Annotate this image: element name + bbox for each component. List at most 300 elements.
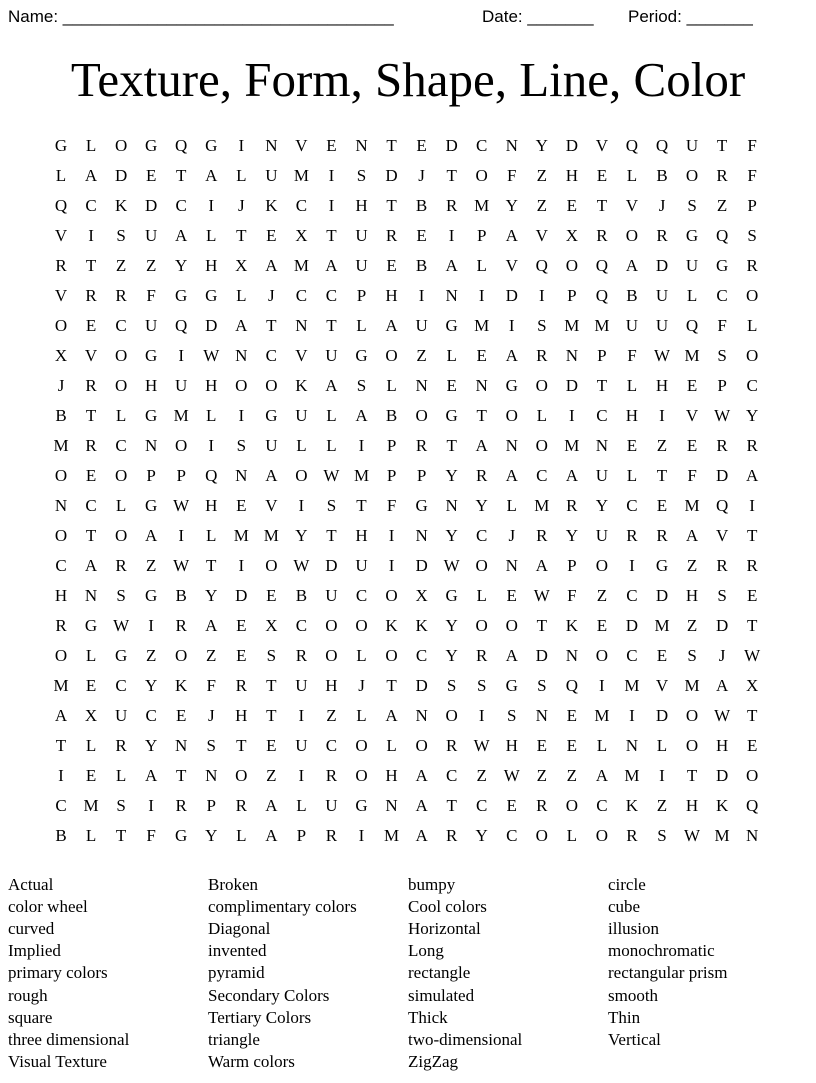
- grid-letter: C: [115, 436, 127, 455]
- grid-letter: D: [114, 166, 128, 185]
- grid-letter: K: [625, 796, 639, 815]
- grid-letter: L: [326, 406, 337, 425]
- grid-letter: R: [55, 256, 67, 275]
- grid-letter: A: [535, 556, 548, 575]
- grid-letter: L: [356, 646, 367, 665]
- grid-letter: Z: [536, 166, 547, 185]
- grid-letter: W: [744, 646, 761, 665]
- grid-letter: Y: [145, 736, 158, 755]
- grid-letter: F: [507, 166, 517, 185]
- grid-letter: T: [326, 226, 337, 245]
- grid-letter: G: [445, 586, 458, 605]
- grid-letter: L: [626, 166, 638, 185]
- grid-letter: G: [84, 616, 98, 635]
- grid-letter: C: [175, 196, 187, 215]
- grid-letter: N: [385, 796, 398, 815]
- grid-letter: E: [236, 616, 247, 635]
- grid-letter: O: [505, 616, 518, 635]
- grid-letter: T: [746, 706, 758, 725]
- grid-letter: V: [715, 526, 729, 545]
- grid-row: [46, 551, 767, 581]
- grid-letter: Z: [656, 436, 668, 455]
- word-list-item: pyramid: [208, 963, 265, 983]
- grid-letter: M: [353, 466, 370, 485]
- grid-letter: X: [295, 226, 308, 245]
- grid-letter: O: [175, 646, 188, 665]
- grid-letter: E: [686, 436, 698, 455]
- grid-letter: U: [355, 556, 368, 575]
- grid-letter: L: [656, 736, 668, 755]
- grid-letter: K: [415, 616, 428, 635]
- grid-letter: A: [385, 316, 398, 335]
- grid-row: [46, 251, 767, 281]
- grid-letter: P: [356, 286, 367, 305]
- grid-letter: Z: [566, 766, 578, 785]
- grid-letter: C: [55, 796, 67, 815]
- grid-letter: D: [565, 376, 578, 395]
- grid-letter: I: [659, 766, 665, 785]
- grid-letter: O: [54, 526, 68, 545]
- grid-letter: L: [506, 496, 517, 515]
- grid-letter: I: [538, 286, 545, 305]
- grid-letter: T: [236, 226, 247, 245]
- grid-letter: H: [205, 496, 218, 515]
- grid-letter: R: [325, 826, 338, 845]
- grid-letter: C: [325, 736, 338, 755]
- word-list-item: Diagonal: [208, 919, 271, 939]
- grid-letter: Y: [565, 526, 578, 545]
- grid-letter: E: [236, 646, 247, 665]
- grid-letter: I: [478, 706, 485, 725]
- grid-letter: M: [53, 676, 69, 695]
- grid-letter: U: [595, 466, 609, 485]
- grid-row: [46, 191, 767, 221]
- grid-letter: O: [475, 616, 488, 635]
- grid-letter: W: [203, 346, 220, 365]
- grid-letter: T: [85, 256, 97, 275]
- grid-letter: N: [415, 376, 428, 395]
- grid-letter: O: [114, 346, 128, 365]
- grid-letter: O: [325, 616, 338, 635]
- grid-letter: W: [714, 406, 731, 425]
- grid-letter: L: [356, 706, 367, 725]
- grid-letter: H: [715, 736, 729, 755]
- grid-letter: C: [415, 646, 428, 665]
- word-list-item: three dimensional: [8, 1029, 130, 1049]
- grid-letter: F: [146, 826, 156, 845]
- grid-letter: R: [115, 736, 127, 755]
- grid-letter: C: [596, 406, 608, 425]
- page-title: Texture, Form, Shape, Line, Color: [70, 52, 746, 107]
- grid-letter: C: [536, 466, 548, 485]
- grid-letter: E: [566, 736, 578, 755]
- grid-letter: O: [54, 646, 68, 665]
- grid-letter: G: [175, 286, 188, 305]
- grid-letter: I: [238, 556, 245, 575]
- grid-letter: Q: [54, 196, 68, 215]
- grid-letter: D: [415, 676, 428, 695]
- grid-letter: N: [265, 136, 278, 155]
- grid-letter: O: [565, 256, 578, 275]
- grid-letter: T: [175, 766, 187, 785]
- grid-letter: D: [715, 466, 729, 485]
- grid-letter: Z: [206, 646, 217, 665]
- grid-letter: X: [565, 226, 578, 245]
- grid-letter: H: [505, 736, 518, 755]
- grid-letter: S: [116, 796, 126, 815]
- grid-letter: L: [296, 436, 307, 455]
- grid-letter: L: [85, 136, 97, 155]
- grid-row: [46, 461, 767, 491]
- grid-letter: H: [145, 376, 158, 395]
- grid-letter: R: [55, 616, 67, 635]
- grid-letter: E: [145, 166, 157, 185]
- grid-letter: S: [747, 226, 757, 245]
- grid-letter: I: [298, 706, 305, 725]
- grid-letter: Y: [175, 256, 188, 275]
- grid-letter: T: [746, 616, 758, 635]
- grid-letter: O: [625, 226, 639, 245]
- grid-letter: T: [746, 526, 758, 545]
- grid-letter: X: [84, 706, 98, 725]
- grid-letter: T: [476, 406, 487, 425]
- word-list-item: ZigZag: [408, 1051, 459, 1071]
- grid-letter: L: [236, 286, 247, 305]
- grid-letter: U: [295, 406, 308, 425]
- grid-letter: L: [236, 826, 247, 845]
- grid-letter: A: [265, 256, 278, 275]
- grid-letter: B: [55, 406, 67, 425]
- grid-letter: Z: [716, 196, 728, 215]
- grid-letter: T: [85, 526, 97, 545]
- grid-letter: Q: [715, 496, 729, 515]
- grid-letter: N: [505, 556, 518, 575]
- grid-letter: L: [236, 166, 247, 185]
- grid-letter: J: [358, 676, 365, 695]
- grid-letter: D: [205, 316, 218, 335]
- grid-letter: E: [85, 676, 97, 695]
- grid-letter: J: [718, 646, 726, 665]
- grid-letter: O: [355, 766, 368, 785]
- grid-letter: L: [596, 736, 608, 755]
- grid-letter: G: [355, 796, 368, 815]
- grid-letter: A: [54, 706, 68, 725]
- grid-letter: N: [625, 736, 639, 755]
- grid-letter: M: [263, 526, 279, 545]
- grid-letter: D: [655, 256, 669, 275]
- grid-letter: G: [505, 676, 518, 695]
- grid-letter: N: [84, 586, 98, 605]
- grid-letter: Q: [565, 676, 578, 695]
- grid-letter: I: [178, 526, 185, 545]
- grid-letter: O: [685, 736, 699, 755]
- grid-letter: E: [686, 376, 698, 395]
- grid-row: [46, 701, 767, 731]
- word-list-item: rough: [8, 985, 48, 1005]
- grid-letter: E: [506, 586, 517, 605]
- grid-letter: Z: [416, 346, 427, 365]
- grid-letter: H: [625, 406, 639, 425]
- grid-letter: B: [415, 256, 428, 275]
- grid-letter: E: [536, 736, 547, 755]
- grid-letter: M: [53, 436, 69, 455]
- grid-letter: A: [145, 766, 158, 785]
- grid-letter: U: [145, 226, 158, 245]
- grid-letter: D: [655, 586, 669, 605]
- grid-letter: Q: [535, 256, 548, 275]
- grid-letter: M: [173, 406, 189, 425]
- grid-letter: V: [595, 136, 609, 155]
- grid-letter: I: [599, 676, 605, 695]
- grid-letter: R: [85, 286, 97, 305]
- grid-letter: Q: [625, 136, 639, 155]
- grid-letter: I: [629, 556, 635, 575]
- grid-letter: A: [355, 406, 368, 425]
- grid-letter: S: [476, 676, 487, 695]
- grid-letter: Q: [746, 796, 759, 815]
- grid-letter: D: [715, 616, 729, 635]
- grid-letter: T: [326, 316, 337, 335]
- grid-letter: G: [145, 346, 158, 365]
- grid-letter: R: [566, 496, 578, 515]
- grid-row: [46, 401, 767, 431]
- word-list-item: Warm colors: [208, 1051, 295, 1071]
- grid-letter: R: [746, 556, 758, 575]
- grid-letter: W: [714, 706, 731, 725]
- word-list-item: complimentary colors: [208, 897, 357, 917]
- grid-letter: K: [114, 196, 128, 215]
- grid-letter: X: [746, 676, 759, 695]
- grid-letter: Z: [266, 766, 277, 785]
- grid-letter: A: [415, 796, 428, 815]
- grid-letter: T: [115, 826, 127, 845]
- grid-letter: S: [717, 346, 727, 365]
- grid-letter: N: [475, 376, 488, 395]
- grid-letter: N: [415, 526, 428, 545]
- grid-letter: T: [596, 196, 608, 215]
- grid-letter: G: [145, 406, 158, 425]
- grid-letter: A: [265, 466, 278, 485]
- word-list-item: Tertiary Colors: [208, 1007, 312, 1027]
- grid-letter: Y: [295, 526, 308, 545]
- grid-letter: P: [146, 466, 156, 485]
- grid-letter: O: [415, 736, 428, 755]
- grid-letter: K: [565, 616, 578, 635]
- grid-letter: Z: [145, 556, 157, 575]
- grid-letter: O: [325, 646, 338, 665]
- grid-letter: C: [85, 496, 97, 515]
- grid-letter: M: [474, 196, 490, 215]
- grid-letter: U: [325, 346, 338, 365]
- grid-letter: O: [415, 406, 428, 425]
- grid-letter: E: [266, 226, 277, 245]
- grid-letter: Q: [595, 286, 609, 305]
- word-list-item: rectangular prism: [608, 963, 728, 983]
- grid-letter: I: [148, 796, 154, 815]
- grid-letter: S: [206, 736, 216, 755]
- grid-letter: L: [746, 316, 758, 335]
- grid-letter: O: [265, 556, 278, 575]
- grid-letter: H: [355, 526, 368, 545]
- grid-letter: T: [686, 766, 698, 785]
- grid-letter: E: [596, 616, 608, 635]
- grid-letter: F: [687, 466, 697, 485]
- grid-letter: O: [355, 736, 368, 755]
- grid-letter: B: [415, 196, 428, 215]
- grid-letter: R: [445, 196, 458, 215]
- grid-letter: U: [595, 526, 609, 545]
- grid-letter: C: [506, 826, 518, 845]
- grid-letter: M: [293, 166, 309, 185]
- grid-letter: E: [446, 376, 457, 395]
- grid-letter: R: [536, 796, 548, 815]
- grid-letter: V: [54, 286, 68, 305]
- grid-letter: C: [265, 346, 278, 365]
- grid-letter: B: [385, 406, 398, 425]
- grid-row: [46, 491, 767, 521]
- grid-letter: A: [175, 226, 188, 245]
- grid-letter: X: [54, 346, 68, 365]
- word-list-item: Secondary Colors: [208, 985, 330, 1005]
- date-field: Date: _______: [482, 7, 594, 26]
- grid-letter: G: [445, 316, 458, 335]
- grid-letter: L: [356, 316, 367, 335]
- grid-letter: M: [564, 316, 580, 335]
- grid-letter: G: [415, 496, 428, 515]
- grid-letter: M: [594, 706, 610, 725]
- grid-letter: Z: [115, 256, 127, 275]
- grid-letter: D: [715, 766, 729, 785]
- grid-letter: F: [627, 346, 637, 365]
- grid-letter: E: [416, 226, 427, 245]
- grid-row: [46, 641, 767, 671]
- grid-row: [46, 761, 767, 791]
- grid-letter: C: [295, 616, 308, 635]
- grid-letter: C: [476, 796, 488, 815]
- word-search-grid: [46, 131, 767, 851]
- grid-letter: R: [626, 526, 638, 545]
- grid-letter: Q: [175, 316, 188, 335]
- grid-letter: T: [175, 166, 187, 185]
- grid-row: [46, 671, 767, 701]
- grid-letter: O: [595, 556, 609, 575]
- grid-letter: X: [235, 256, 248, 275]
- grid-letter: A: [746, 466, 759, 485]
- grid-letter: T: [446, 436, 457, 455]
- grid-letter: Q: [175, 136, 188, 155]
- grid-letter: W: [684, 826, 701, 845]
- grid-letter: Q: [685, 316, 699, 335]
- grid-letter: M: [714, 826, 730, 845]
- grid-letter: Y: [205, 586, 218, 605]
- grid-letter: N: [54, 496, 68, 515]
- grid-letter: D: [235, 586, 248, 605]
- grid-letter: O: [114, 136, 128, 155]
- grid-letter: Y: [475, 496, 488, 515]
- grid-letter: L: [626, 466, 638, 485]
- grid-letter: N: [445, 286, 458, 305]
- grid-letter: U: [295, 736, 308, 755]
- grid-row: [46, 371, 767, 401]
- grid-row: [46, 611, 767, 641]
- grid-letter: O: [235, 766, 248, 785]
- grid-letter: O: [295, 466, 308, 485]
- grid-letter: G: [445, 406, 458, 425]
- grid-letter: L: [55, 166, 67, 185]
- grid-letter: J: [237, 196, 245, 215]
- grid-letter: T: [386, 676, 397, 695]
- grid-letter: C: [115, 316, 127, 335]
- word-list-item: rectangle: [408, 963, 471, 983]
- grid-letter: B: [175, 586, 187, 605]
- grid-letter: H: [235, 706, 248, 725]
- grid-letter: I: [448, 226, 455, 245]
- grid-letter: U: [625, 316, 639, 335]
- grid-letter: N: [205, 766, 218, 785]
- grid-letter: M: [383, 826, 400, 845]
- grid-letter: L: [296, 796, 307, 815]
- grid-letter: G: [685, 226, 699, 245]
- grid-letter: Y: [445, 466, 458, 485]
- grid-letter: U: [265, 166, 278, 185]
- grid-row: [46, 821, 767, 851]
- grid-letter: E: [746, 736, 758, 755]
- grid-letter: W: [293, 556, 310, 575]
- grid-letter: A: [84, 556, 98, 575]
- grid-letter: F: [747, 166, 757, 185]
- grid-letter: J: [508, 526, 516, 545]
- grid-letter: E: [626, 436, 638, 455]
- grid-letter: G: [505, 376, 518, 395]
- grid-letter: Y: [445, 616, 458, 635]
- grid-letter: L: [476, 256, 487, 275]
- grid-letter: M: [624, 676, 640, 695]
- grid-letter: I: [328, 196, 335, 215]
- grid-letter: Q: [715, 226, 729, 245]
- word-list-item: Thin: [608, 1007, 641, 1027]
- grid-letter: K: [265, 196, 278, 215]
- grid-letter: I: [749, 496, 755, 515]
- grid-letter: S: [266, 646, 277, 665]
- grid-letter: Y: [505, 196, 518, 215]
- grid-letter: W: [503, 766, 520, 785]
- grid-letter: P: [747, 196, 757, 215]
- grid-letter: M: [293, 256, 309, 275]
- grid-letter: P: [296, 826, 307, 845]
- grid-letter: O: [565, 796, 578, 815]
- grid-letter: P: [597, 346, 607, 365]
- grid-letter: P: [567, 286, 577, 305]
- word-list-item: square: [8, 1007, 53, 1027]
- grid-letter: L: [326, 436, 337, 455]
- grid-letter: A: [595, 766, 609, 785]
- grid-letter: Z: [145, 256, 157, 275]
- grid-letter: K: [385, 616, 398, 635]
- grid-letter: C: [295, 286, 308, 305]
- grid-letter: X: [415, 586, 428, 605]
- word-list-item: Long: [408, 941, 444, 961]
- grid-letter: I: [298, 766, 305, 785]
- grid-letter: V: [295, 346, 308, 365]
- grid-letter: R: [175, 796, 187, 815]
- grid-letter: A: [505, 466, 518, 485]
- grid-letter: N: [746, 826, 759, 845]
- grid-letter: A: [475, 436, 488, 455]
- grid-letter: C: [626, 586, 638, 605]
- word-list-item: cube: [608, 897, 641, 917]
- grid-letter: Z: [596, 586, 608, 605]
- grid-letter: C: [716, 286, 728, 305]
